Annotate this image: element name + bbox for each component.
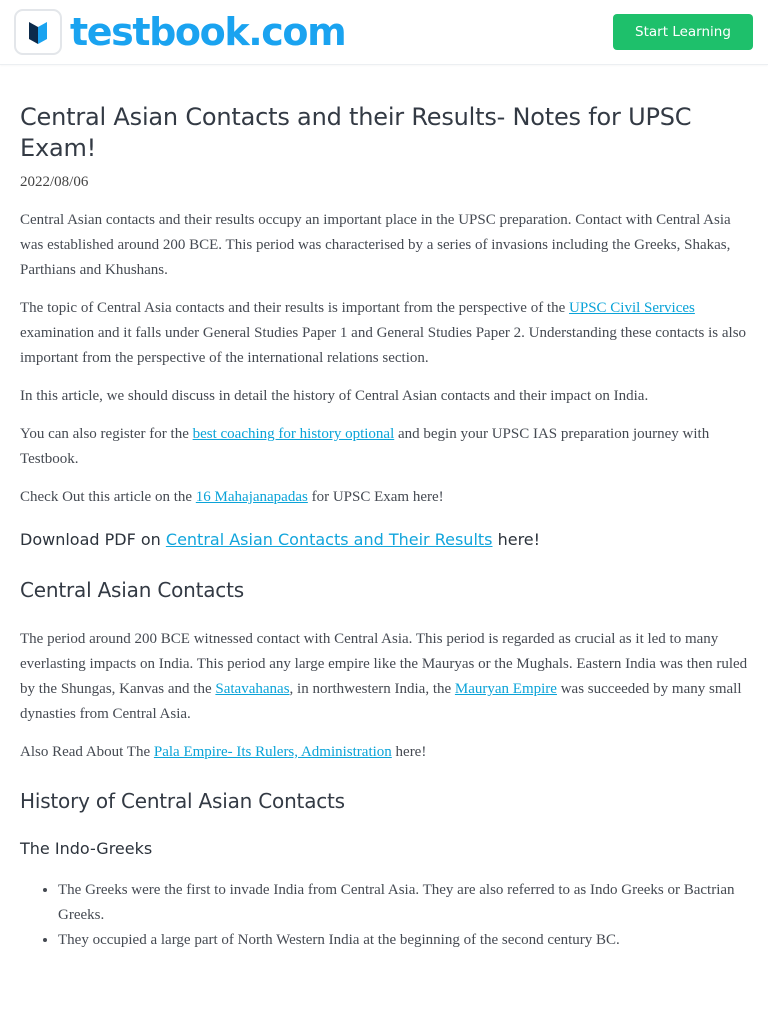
- upsc-civil-services-link[interactable]: UPSC Civil Services: [569, 300, 695, 316]
- download-pdf-link[interactable]: Central Asian Contacts and Their Results: [165, 530, 493, 549]
- paragraph-text: examination and it falls under General Studies Paper 1 and General Studies Paper 2. Understanding these contacts is also important from the perspective of the international relations section.: [20, 325, 747, 366]
- paragraph-text: was succeeded by many small dynasties from Central Asia.: [20, 681, 742, 722]
- download-text: Download PDF on: [20, 530, 166, 549]
- article-purpose-paragraph: In this article, we should discuss in detail the history of Central Asian contacts and their impact on India.: [20, 388, 649, 404]
- paragraph-text: You can also register for the: [20, 426, 193, 442]
- mahajanapadas-link[interactable]: 16 Mahajanapadas: [195, 489, 308, 505]
- pala-empire-link[interactable]: Pala Empire- Its Rulers, Administration: [153, 744, 392, 760]
- start-learning-button[interactable]: Start Learning: [613, 14, 753, 50]
- testbook-logo-icon: [14, 9, 62, 55]
- section-heading-history: History of Central Asian Contacts: [20, 789, 345, 813]
- list-item: • The Greeks were the first to invade India from Central Asia. They are also referred to as Indo Greeks or Bactrian Greeks.: [58, 878, 748, 928]
- paragraph-text: The period around 200 BCE witnessed contact with Central Asia. This period is regarded as crucial as it led to many everlasting impacts on India. This period any large empire like the Mauryas or the Mughals. Eastern India was then ruled by the Shungas, Kanvas and the: [20, 631, 748, 697]
- mauryan-empire-link[interactable]: Mauryan Empire: [454, 681, 557, 697]
- paragraph-text: Check Out this article on the: [20, 489, 196, 505]
- paragraph-text: and begin your UPSC IAS preparation journey with Testbook.: [20, 426, 710, 467]
- download-pdf-line: [20, 528, 748, 552]
- article-date: 2022/08/06: [20, 174, 89, 190]
- paragraph-text: Also Read About The: [20, 744, 154, 760]
- topic-paragraph: [20, 296, 748, 371]
- article-title: Central Asian Contacts and their Results- Notes for UPSC Exam!: [20, 103, 692, 162]
- period-paragraph: [20, 627, 748, 727]
- also-read-paragraph: [20, 740, 748, 765]
- subheading-indo-greeks: The Indo-Greeks: [20, 839, 153, 858]
- site-header: [0, 0, 768, 65]
- logo-text: testbook.com: [70, 10, 346, 54]
- paragraph-text: , in northwestern India, the: [289, 681, 455, 697]
- download-text: here!: [492, 530, 541, 549]
- best-coaching-link[interactable]: best coaching for history optional: [192, 426, 395, 442]
- paragraph-text: for UPSC Exam here!: [307, 489, 444, 505]
- intro-paragraph: Central Asian contacts and their results occupy an important place in the UPSC preparation. Contact with Central Asia was established around 200 BCE. This period was characterised by a series of invasions including the Greeks, Shakas, Parthians and Khushans.: [20, 212, 731, 278]
- article-content: [0, 102, 768, 953]
- paragraph-text: The topic of Central Asia contacts and their results is important from the perspective of the: [20, 300, 570, 316]
- paragraph-text: here!: [391, 744, 427, 760]
- satavahanas-link[interactable]: Satavahanas: [215, 681, 290, 697]
- register-paragraph: [20, 422, 748, 472]
- testbook-logo[interactable]: [14, 9, 345, 55]
- indo-greeks-list: [20, 878, 748, 953]
- check-out-paragraph: [20, 485, 748, 510]
- list-item: • They occupied a large part of North Western India at the beginning of the second century BC.: [58, 928, 748, 953]
- section-heading-central-asian-contacts: Central Asian Contacts: [20, 578, 244, 602]
